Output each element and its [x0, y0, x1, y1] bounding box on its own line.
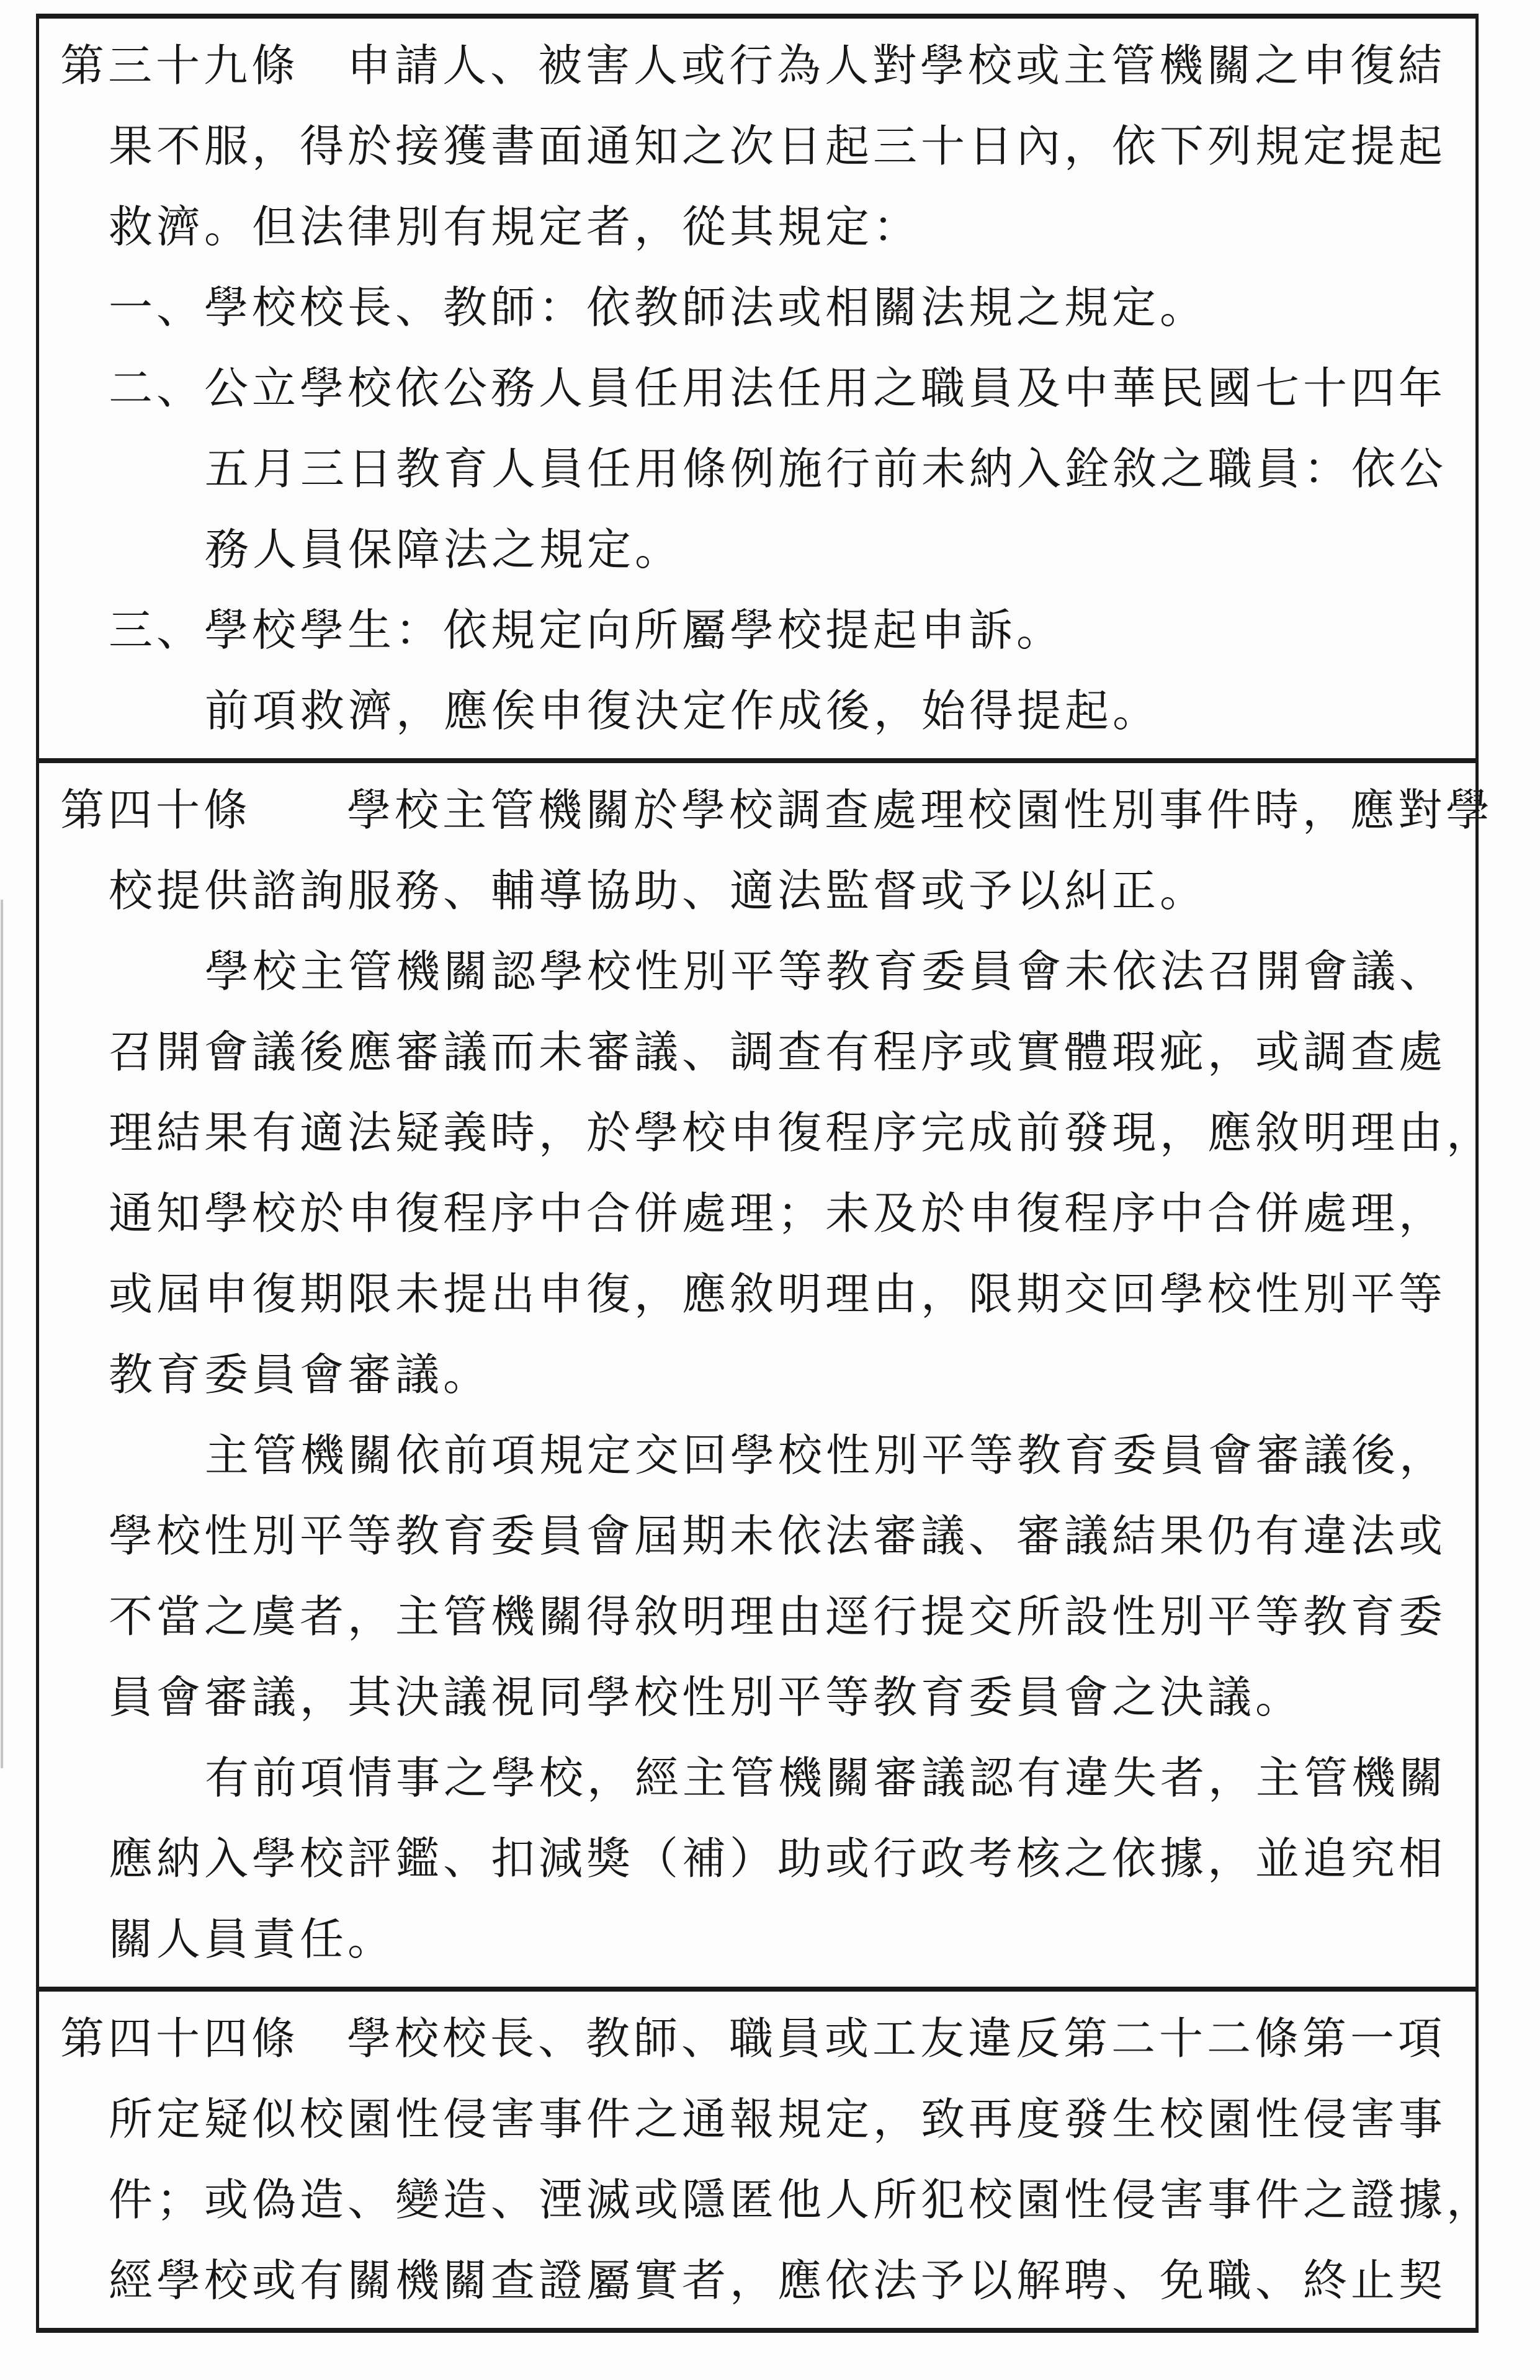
statute-line: 三、學校學生：依規定向所屬學校提起申訴。 — [109, 607, 1065, 655]
statute-line: 通知學校於申復程序中合併處理；未及於申復程序中合併處理， — [109, 1190, 1447, 1238]
article-40-section — [39, 758, 1495, 1987]
statute-line: 第四十條 學校主管機關於學校調查處理校園性別事件時，應對學 — [60, 787, 1494, 835]
statute-line: 學校性別平等教育委員會屆期未依法審議、審議結果仍有違法或 — [109, 1513, 1447, 1561]
statute-line: 第三十九條 申請人、被害人或行為人對學校或主管機關之申復結 — [60, 42, 1446, 91]
statute-line: 員會審議，其決議視同學校性別平等教育委員會之決議。 — [109, 1674, 1304, 1722]
statute-line: 關人員責任。 — [109, 1916, 396, 1964]
statute-line: 有前項情事之學校，經主管機關審議認有違失者，主管機關 — [205, 1755, 1448, 1803]
article-44-section — [39, 1987, 1495, 2328]
statute-document-table — [36, 14, 1495, 2333]
statute-line: 校提供諮詢服務、輔導協助、適法監督或予以糾正。 — [109, 867, 1208, 916]
statute-line: 救濟。但法律別有規定者，從其規定： — [109, 204, 921, 252]
scan-edge-artifact — [1, 900, 3, 1768]
statute-line: 召開會議後應審議而未審議、調查有程序或實體瑕疵，或調查處 — [109, 1029, 1447, 1077]
statute-line: 二、公立學校依公務人員任用法任用之職員及中華民國七十四年 — [109, 365, 1447, 413]
statute-line: 一、學校校長、教師：依教師法或相關法規之規定。 — [109, 284, 1208, 333]
statute-line: 件；或偽造、變造、湮滅或隱匿他人所犯校園性侵害事件之證據， — [109, 2176, 1495, 2225]
statute-line: 第四十四條 學校校長、教師、職員或工友違反第二十二條第一項 — [60, 2015, 1446, 2064]
statute-line: 教育委員會審議。 — [109, 1351, 491, 1400]
article-39-section — [39, 19, 1475, 758]
statute-line: 應納入學校評鑑、扣減獎（補）助或行政考核之依據，並追究相 — [109, 1835, 1447, 1884]
statute-line: 經學校或有關機關查證屬實者，應依法予以解聘、免職、終止契 — [109, 2257, 1447, 2306]
statute-line: 主管機關依前項規定交回學校性別平等教育委員會審議後， — [205, 1432, 1448, 1480]
statute-line: 果不服，得於接獲書面通知之次日起三十日內，依下列規定提起 — [109, 123, 1447, 171]
statute-articles — [39, 19, 1495, 2328]
statute-line: 或屆申復期限未提出申復，應敘明理由，限期交回學校性別平等 — [109, 1271, 1447, 1319]
statute-line: 所定疑似校園性侵害事件之通報規定，致再度發生校園性侵害事 — [109, 2096, 1447, 2144]
statute-line: 前項救濟，應俟申復決定作成後，始得提起。 — [205, 687, 1161, 736]
statute-line: 務人員保障法之規定。 — [205, 526, 683, 575]
statute-line: 不當之虞者，主管機關得敘明理由逕行提交所設性別平等教育委 — [109, 1593, 1447, 1642]
statute-line: 五月三日教育人員任用條例施行前未納入銓敘之職員：依公 — [205, 445, 1448, 494]
statute-line: 理結果有適法疑義時，於學校申復程序完成前發現，應敘明理由， — [109, 1109, 1495, 1158]
statute-line: 學校主管機關認學校性別平等教育委員會未依法召開會議、 — [205, 948, 1448, 996]
